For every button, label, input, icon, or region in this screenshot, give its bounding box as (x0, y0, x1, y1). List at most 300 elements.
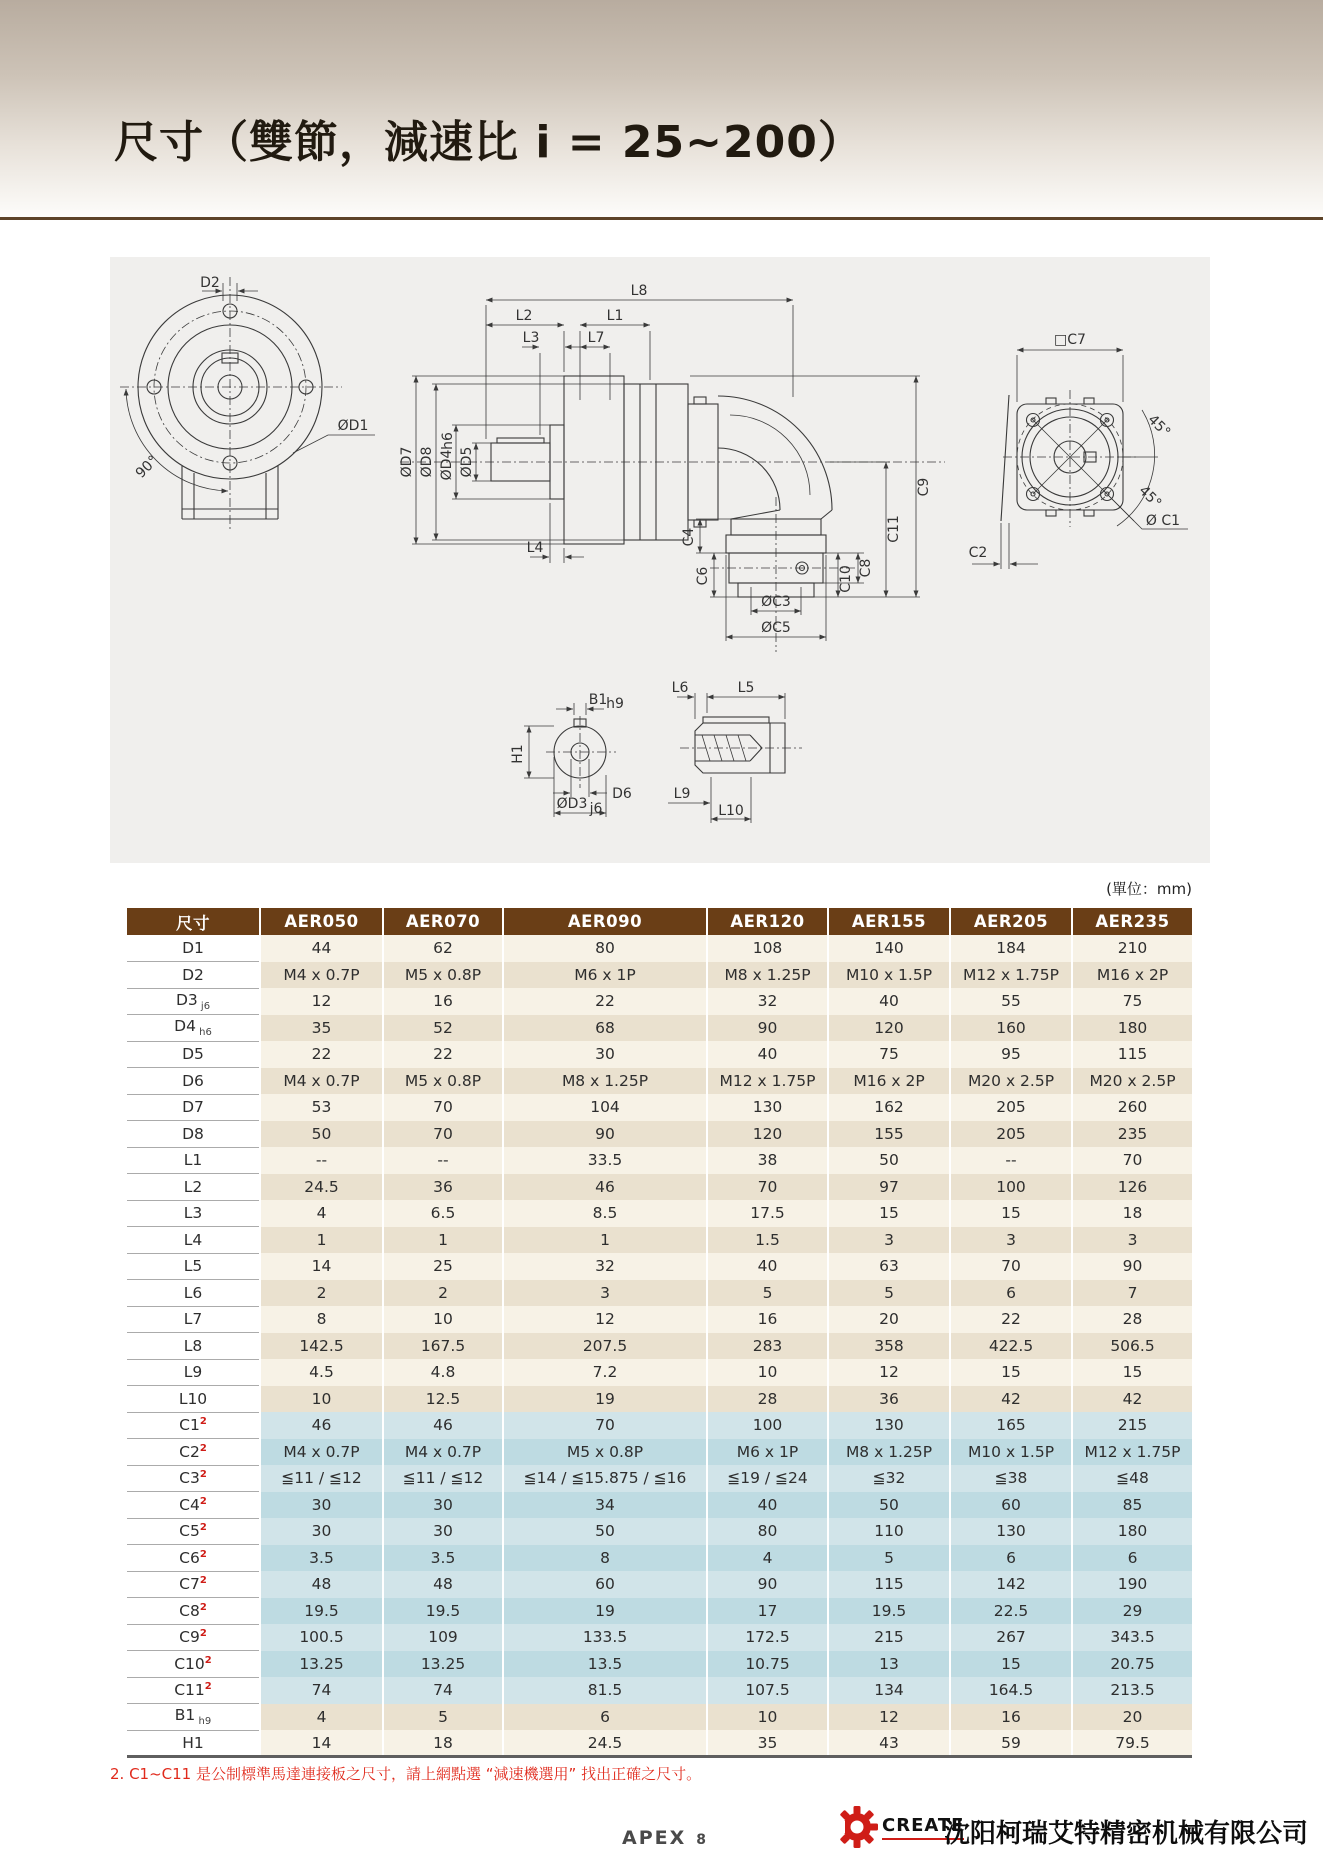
column-header-dimension: 尺寸 (127, 908, 260, 935)
dimension-cell: 15 (950, 1200, 1072, 1227)
row-label: L10 (127, 1386, 260, 1413)
dim-label-d6: D6 (612, 786, 632, 802)
dimension-cell: 40 (707, 1041, 828, 1068)
dimension-cell: 42 (950, 1386, 1072, 1413)
row-label: D6 (127, 1068, 260, 1095)
table-row-c9 (127, 1624, 1192, 1651)
dimension-cell: 3.5 (260, 1545, 383, 1572)
dimension-cell: 5 (383, 1704, 503, 1731)
dim-label-d5: ØD5 (459, 446, 475, 478)
dimension-cell: ≦14 / ≦15.875 / ≦16 (503, 1465, 707, 1492)
table-row-h1 (127, 1730, 1192, 1757)
dimension-cell: 38 (707, 1147, 828, 1174)
dimension-cell: 4.8 (383, 1359, 503, 1386)
dimension-cell: ≦19 / ≦24 (707, 1465, 828, 1492)
dimension-cell: M5 x 0.8P (503, 1439, 707, 1466)
dimension-cell: 155 (828, 1121, 950, 1148)
front-flange-view (120, 277, 375, 529)
page-number-value: 8 (696, 1832, 707, 1848)
dim-label-l7: L7 (587, 330, 605, 346)
dimension-cell: 8 (260, 1306, 383, 1333)
dimension-cell: 90 (707, 1015, 828, 1042)
dimension-cell: 506.5 (1072, 1333, 1192, 1360)
dimension-cell: 35 (707, 1730, 828, 1757)
dimension-cell: 8 (503, 1545, 707, 1572)
dimension-table (127, 908, 1192, 1758)
footnote: 2. C1~C11 是公制標準馬達連接板之尺寸，請上網點選 “減速機選用” 找出正確之尺寸。 (110, 1765, 702, 1783)
row-label: $C6^2$ (127, 1545, 260, 1572)
dimension-cell: 13.25 (260, 1651, 383, 1678)
dimension-cell: 12 (260, 988, 383, 1015)
row-label: $C11^2$ (127, 1677, 260, 1704)
dimension-cell: 30 (383, 1492, 503, 1519)
brand-label: APEX (622, 1827, 687, 1849)
dimension-cell: 130 (707, 1094, 828, 1121)
dimension-cell: 22 (950, 1306, 1072, 1333)
dim-label-h1: H1 (510, 744, 526, 764)
row-label: H1 (127, 1730, 260, 1757)
dimension-cell: 130 (828, 1412, 950, 1439)
dimension-cell: 3.5 (383, 1545, 503, 1572)
dimension-cell: 126 (1072, 1174, 1192, 1201)
table-row-l9 (127, 1359, 1192, 1386)
table-row-l10 (127, 1386, 1192, 1413)
dim-label-c4: C4 (681, 527, 697, 547)
dimension-cell: 80 (503, 935, 707, 962)
dimension-cell: M20 x 2.5P (950, 1068, 1072, 1095)
dimension-cell: M10 x 1.5P (950, 1439, 1072, 1466)
dimension-cell: 68 (503, 1015, 707, 1042)
dimension-cell: 75 (1072, 988, 1192, 1015)
dimension-cell: 74 (383, 1677, 503, 1704)
dimension-cell: ≦38 (950, 1465, 1072, 1492)
dimension-cell: 10 (707, 1359, 828, 1386)
dimension-cell: 283 (707, 1333, 828, 1360)
dimension-cell: 3 (950, 1227, 1072, 1254)
dim-label-l6: L6 (671, 680, 689, 696)
side-section-view (400, 300, 945, 652)
dimension-cell: 70 (950, 1253, 1072, 1280)
dimension-cell: 24.5 (260, 1174, 383, 1201)
dimension-cell: 180 (1072, 1015, 1192, 1042)
table-row-c10 (127, 1651, 1192, 1678)
dimension-cell: 17 (707, 1598, 828, 1625)
dimension-cell: 19.5 (260, 1598, 383, 1625)
dimension-cell: 53 (260, 1094, 383, 1121)
dimension-cell: 2 (383, 1280, 503, 1307)
dimension-cell: 18 (1072, 1200, 1192, 1227)
table-row-l3 (127, 1200, 1192, 1227)
dim-label-l4: L4 (526, 540, 544, 556)
table-row-l1 (127, 1147, 1192, 1174)
dimension-cell: M8 x 1.25P (707, 962, 828, 989)
dimension-cell: 70 (707, 1174, 828, 1201)
dimension-cell: 15 (1072, 1359, 1192, 1386)
row-label: D5 (127, 1041, 260, 1068)
dimension-cell: M12 x 1.75P (950, 962, 1072, 989)
dimension-cell: M12 x 1.75P (1072, 1439, 1192, 1466)
table-row-c4 (127, 1492, 1192, 1519)
row-label: D1 (127, 935, 260, 962)
gear-icon (834, 1804, 880, 1850)
dimension-cell: -- (260, 1147, 383, 1174)
dimension-cell: 100.5 (260, 1624, 383, 1651)
dimension-cell: 75 (828, 1041, 950, 1068)
dimension-cell: 120 (707, 1121, 828, 1148)
dimension-cell: 190 (1072, 1571, 1192, 1598)
logo-text: CREATE (882, 1815, 964, 1840)
dimension-cell: -- (950, 1147, 1072, 1174)
dimension-cell: 50 (828, 1492, 950, 1519)
dimension-cell: 50 (260, 1121, 383, 1148)
dim-label-c10: C10 (838, 565, 854, 593)
dimension-cell: 63 (828, 1253, 950, 1280)
dim-label-45: 45° (1135, 482, 1165, 512)
dim-label-l5: L5 (737, 680, 755, 696)
dimension-cell: M5 x 0.8P (383, 1068, 503, 1095)
dimension-cell: 81.5 (503, 1677, 707, 1704)
dimension-cell: 115 (828, 1571, 950, 1598)
dimension-cell: 422.5 (950, 1333, 1072, 1360)
dimension-cell: 107.5 (707, 1677, 828, 1704)
dimension-cell: 74 (260, 1677, 383, 1704)
column-header-aer155: AER155 (828, 908, 950, 935)
dimension-cell: 142.5 (260, 1333, 383, 1360)
dimension-cell: 4 (260, 1704, 383, 1731)
dimension-cell: 180 (1072, 1518, 1192, 1545)
dimension-cell: 80 (707, 1518, 828, 1545)
unit-note: (單位：mm) (1106, 880, 1192, 898)
dimension-cell: M8 x 1.25P (503, 1068, 707, 1095)
table-row-l7 (127, 1306, 1192, 1333)
dimension-cell: 34 (503, 1492, 707, 1519)
dim-label-l2: L2 (515, 308, 533, 324)
dimension-cell: 100 (950, 1174, 1072, 1201)
column-header-aer205: AER205 (950, 908, 1072, 935)
dimension-cell: 36 (383, 1174, 503, 1201)
dim-label-c9: C9 (916, 477, 932, 497)
dimension-cell: 22 (503, 988, 707, 1015)
dimension-cell: 6 (1072, 1545, 1192, 1572)
row-label: L7 (127, 1306, 260, 1333)
row-label: $C8^2$ (127, 1598, 260, 1625)
dimension-cell: M4 x 0.7P (260, 1439, 383, 1466)
column-header-aer235: AER235 (1072, 908, 1192, 935)
dimension-cell: 19.5 (383, 1598, 503, 1625)
page-number (622, 1827, 706, 1849)
column-header-aer090: AER090 (503, 908, 707, 935)
row-label: D3 $_{j6}$ (127, 988, 260, 1015)
dimension-cell: 14 (260, 1730, 383, 1757)
dimension-cell: 235 (1072, 1121, 1192, 1148)
dimension-cell: 50 (503, 1518, 707, 1545)
dim-label-h6: h6 (440, 432, 456, 450)
dim-label-j6: j6 (589, 801, 603, 817)
dimension-cell: 6 (503, 1704, 707, 1731)
dimension-cell: 97 (828, 1174, 950, 1201)
dimension-cell: 60 (950, 1492, 1072, 1519)
table-row-c7 (127, 1571, 1192, 1598)
dimension-cell: 3 (503, 1280, 707, 1307)
dimension-cell: 19 (503, 1386, 707, 1413)
dimension-cell: 12.5 (383, 1386, 503, 1413)
dimension-cell: 14 (260, 1253, 383, 1280)
dimension-cell: 16 (950, 1704, 1072, 1731)
dim-label-c6: C6 (695, 566, 711, 586)
table-row-c8 (127, 1598, 1192, 1625)
dimension-cell: 165 (950, 1412, 1072, 1439)
dimension-cell: ≦11 / ≦12 (383, 1465, 503, 1492)
dim-label-90: 90° (132, 452, 162, 482)
dim-label-l9: L9 (673, 786, 691, 802)
dim-label-l1: L1 (606, 308, 624, 324)
dimension-cell: 22 (260, 1041, 383, 1068)
dimension-cell: 40 (707, 1253, 828, 1280)
dimension-cell: 33.5 (503, 1147, 707, 1174)
table-row-d4 (127, 1015, 1192, 1042)
column-header-aer050: AER050 (260, 908, 383, 935)
dimension-cell: 4.5 (260, 1359, 383, 1386)
table-row-d2 (127, 962, 1192, 989)
dimension-cell: 32 (707, 988, 828, 1015)
table-row-d8 (127, 1121, 1192, 1148)
dimension-cell: 35 (260, 1015, 383, 1042)
dimension-cell: 215 (828, 1624, 950, 1651)
dimension-cell: 140 (828, 935, 950, 962)
dimension-cell: 19.5 (828, 1598, 950, 1625)
table-row-l2 (127, 1174, 1192, 1201)
dim-label-l10: L10 (718, 803, 744, 819)
dimension-cell: 46 (383, 1412, 503, 1439)
dimension-cell: 12 (503, 1306, 707, 1333)
column-header-aer120: AER120 (707, 908, 828, 935)
technical-drawing-panel (110, 257, 1210, 863)
dimension-cell: 18 (383, 1730, 503, 1757)
dimension-cell: 160 (950, 1015, 1072, 1042)
row-label: L8 (127, 1333, 260, 1360)
dimension-cell: 90 (707, 1571, 828, 1598)
table-row-d3 (127, 988, 1192, 1015)
dimension-cell: 16 (707, 1306, 828, 1333)
row-label: L9 (127, 1359, 260, 1386)
table-row-l8 (127, 1333, 1192, 1360)
dimension-cell: 4 (707, 1545, 828, 1572)
row-label: L2 (127, 1174, 260, 1201)
page-header (0, 0, 1323, 217)
dimension-cell: 55 (950, 988, 1072, 1015)
dimension-cell: 20 (828, 1306, 950, 1333)
dim-label-c1: Ø C1 (1145, 513, 1181, 529)
dimension-cell: 32 (503, 1253, 707, 1280)
dim-label-c2: C2 (968, 545, 988, 561)
table-row-c6 (127, 1545, 1192, 1572)
dim-label-d4: ØD4 (439, 449, 455, 481)
table-row-b1 (127, 1704, 1192, 1731)
dimension-cell: 12 (828, 1359, 950, 1386)
dim-label-c8: C8 (858, 558, 874, 578)
dimension-cell: 2 (260, 1280, 383, 1307)
table-row-c11 (127, 1677, 1192, 1704)
dim-label-l8: L8 (630, 283, 648, 299)
dimension-cell: M16 x 2P (828, 1068, 950, 1095)
dimension-cell: M5 x 0.8P (383, 962, 503, 989)
dimension-cell: 4 (260, 1200, 383, 1227)
dimension-cell: M4 x 0.7P (260, 1068, 383, 1095)
dimension-cell: 1.5 (707, 1227, 828, 1254)
dimension-cell: 172.5 (707, 1624, 828, 1651)
table-row-l4 (127, 1227, 1192, 1254)
dimension-cell: 36 (828, 1386, 950, 1413)
dimension-cell: 205 (950, 1094, 1072, 1121)
dimension-cell: 3 (1072, 1227, 1192, 1254)
dimension-cell: 13.5 (503, 1651, 707, 1678)
dimension-cell: M4 x 0.7P (383, 1439, 503, 1466)
dimension-cell: 3 (828, 1227, 950, 1254)
dimension-cell: 30 (260, 1492, 383, 1519)
dimension-cell: 7.2 (503, 1359, 707, 1386)
dimension-cell: 40 (707, 1492, 828, 1519)
dimension-cell: 20.75 (1072, 1651, 1192, 1678)
dimension-cell: 108 (707, 935, 828, 962)
dim-label-c5: ØC5 (761, 620, 791, 636)
dimension-cell: 15 (950, 1651, 1072, 1678)
dimension-cell: M6 x 1P (707, 1439, 828, 1466)
dimension-cell: 95 (950, 1041, 1072, 1068)
dim-label-d1: ØD1 (337, 418, 369, 434)
dim-label-d3: ØD3 (556, 796, 588, 812)
dim-label-d8: ØD8 (419, 446, 435, 478)
dimension-cell: 30 (503, 1041, 707, 1068)
dimension-cell: 50 (828, 1147, 950, 1174)
row-label: D7 (127, 1094, 260, 1121)
table-row-l6 (127, 1280, 1192, 1307)
row-label: D2 (127, 962, 260, 989)
row-label: L6 (127, 1280, 260, 1307)
dimension-cell: M4 x 0.7P (260, 962, 383, 989)
dimension-cell: 44 (260, 935, 383, 962)
row-label: $C7^2$ (127, 1571, 260, 1598)
dimension-cell: 162 (828, 1094, 950, 1121)
dimension-cell: 10 (707, 1704, 828, 1731)
dimension-cell: 120 (828, 1015, 950, 1042)
dimension-cell: 29 (1072, 1598, 1192, 1625)
dimension-cell: 43 (828, 1730, 950, 1757)
dimension-cell: 22.5 (950, 1598, 1072, 1625)
table-row-c5 (127, 1518, 1192, 1545)
dimension-cell: 1 (503, 1227, 707, 1254)
dimension-cell: 6.5 (383, 1200, 503, 1227)
dimension-cell: 46 (260, 1412, 383, 1439)
dimension-cell: 52 (383, 1015, 503, 1042)
dimension-cell: 104 (503, 1094, 707, 1121)
dimension-cell: 28 (1072, 1306, 1192, 1333)
dimension-cell: 1 (383, 1227, 503, 1254)
dimension-cell: 184 (950, 935, 1072, 962)
dimension-cell: 343.5 (1072, 1624, 1192, 1651)
row-label: $C9^2$ (127, 1624, 260, 1651)
dimension-cell: 79.5 (1072, 1730, 1192, 1757)
dimension-cell: 5 (828, 1280, 950, 1307)
row-label: $C4^2$ (127, 1492, 260, 1519)
dimension-cell: 8.5 (503, 1200, 707, 1227)
table-row-d5 (127, 1041, 1192, 1068)
dimension-cell: M8 x 1.25P (828, 1439, 950, 1466)
dimension-cell: 12 (828, 1704, 950, 1731)
dimension-cell: 210 (1072, 935, 1192, 962)
table-row-c3 (127, 1465, 1192, 1492)
table-row-d7 (127, 1094, 1192, 1121)
row-label: L5 (127, 1253, 260, 1280)
dimension-cell: 10 (260, 1386, 383, 1413)
row-label: L3 (127, 1200, 260, 1227)
dimension-cell: 17.5 (707, 1200, 828, 1227)
column-header-aer070: AER070 (383, 908, 503, 935)
dimension-cell: 213.5 (1072, 1677, 1192, 1704)
title-rule (0, 217, 1323, 220)
gearbox-dimension-drawing (110, 257, 1210, 863)
dimension-cell: 25 (383, 1253, 503, 1280)
dimension-cell: 7 (1072, 1280, 1192, 1307)
page-title: 尺寸（雙節，減速比 i = 25~200） (114, 117, 863, 168)
dim-label-d7: ØD7 (399, 446, 415, 478)
row-label: $C5^2$ (127, 1518, 260, 1545)
row-label: $C2^2$ (127, 1439, 260, 1466)
dimension-cell: 167.5 (383, 1333, 503, 1360)
dimension-cell: 40 (828, 988, 950, 1015)
dimension-cell: 62 (383, 935, 503, 962)
dimension-cell: 130 (950, 1518, 1072, 1545)
dimension-cell: 60 (503, 1571, 707, 1598)
rear-flange-view (972, 350, 1188, 569)
dimension-cell: 59 (950, 1730, 1072, 1757)
dimension-cell: M6 x 1P (503, 962, 707, 989)
dim-label-45: 45° (1144, 411, 1174, 441)
row-label: D8 (127, 1121, 260, 1148)
dimension-cell: 22 (383, 1041, 503, 1068)
dimension-cell: 110 (828, 1518, 950, 1545)
table-row-l5 (127, 1253, 1192, 1280)
dimension-cell: M20 x 2.5P (1072, 1068, 1192, 1095)
dim-label-b1: B1 (588, 692, 608, 708)
dimension-cell: 6 (950, 1280, 1072, 1307)
row-label: L4 (127, 1227, 260, 1254)
dim-label-l3: L3 (522, 330, 540, 346)
dimension-cell: 109 (383, 1624, 503, 1651)
dimension-cell: -- (383, 1147, 503, 1174)
dimension-cell: 358 (828, 1333, 950, 1360)
dimension-cell: 115 (1072, 1041, 1192, 1068)
dimension-cell: 6 (950, 1545, 1072, 1572)
dimension-cell: M12 x 1.75P (707, 1068, 828, 1095)
dimension-cell: ≦32 (828, 1465, 950, 1492)
dimension-cell: 260 (1072, 1094, 1192, 1121)
row-label: $C10^2$ (127, 1651, 260, 1678)
dimension-cell: 19 (503, 1598, 707, 1625)
table-row-c2 (127, 1439, 1192, 1466)
dimension-cell: 5 (707, 1280, 828, 1307)
dimension-cell: 28 (707, 1386, 828, 1413)
dimension-cell: 10 (383, 1306, 503, 1333)
dimension-cell: 133.5 (503, 1624, 707, 1651)
dimension-cell: 267 (950, 1624, 1072, 1651)
dimension-cell: 13 (828, 1651, 950, 1678)
dimension-cell: 70 (383, 1121, 503, 1148)
dim-label-c3: ØC3 (761, 594, 791, 610)
dimension-cell: 70 (503, 1412, 707, 1439)
dimension-cell: 48 (260, 1571, 383, 1598)
dimension-cell: 42 (1072, 1386, 1192, 1413)
table-row-c1 (127, 1412, 1192, 1439)
